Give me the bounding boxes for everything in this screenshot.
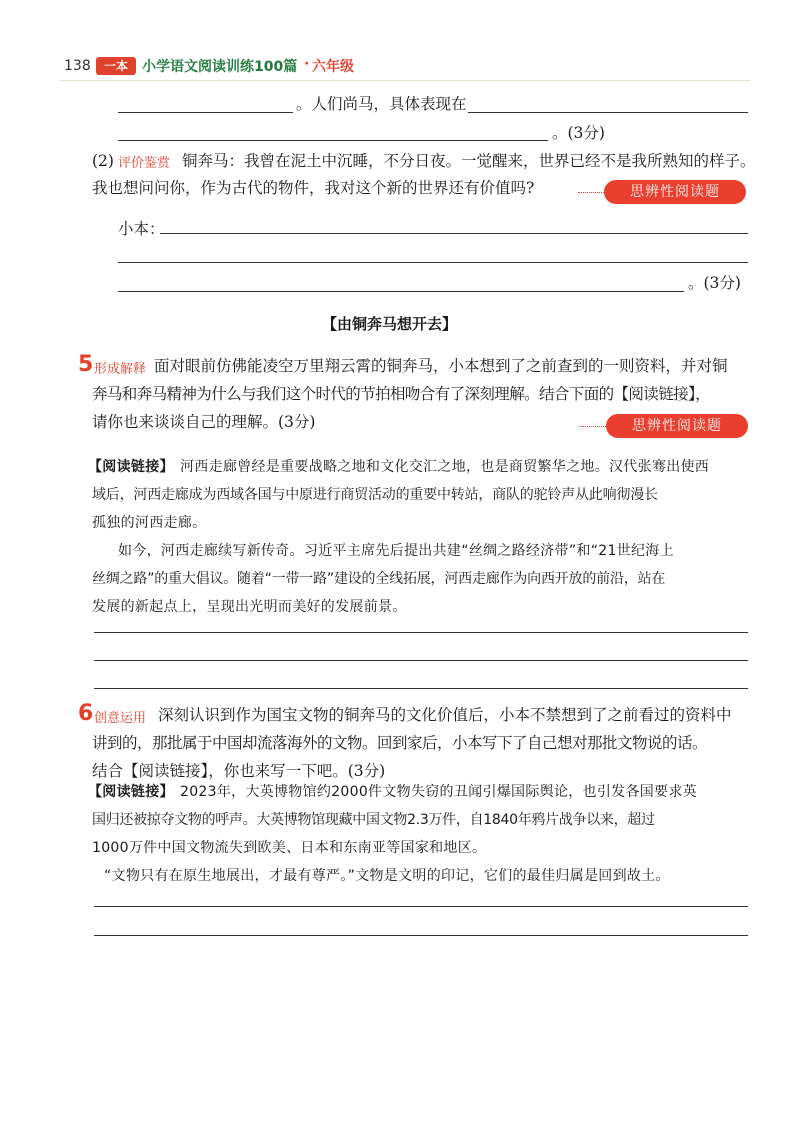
question-number: (2) bbox=[92, 152, 114, 170]
question-text: 讲到的，那批属于中国却流落海外的文物。回到家后，小本写下了自己想对那批文物说的话。 bbox=[92, 734, 708, 752]
reading-link-text: 孤独的河西走廊。 bbox=[92, 515, 207, 531]
answer-line[interactable] bbox=[118, 140, 548, 141]
score-text: 。(3分) bbox=[552, 124, 605, 142]
answer-line[interactable] bbox=[94, 632, 748, 633]
reading-link-text: 河西走廊曾经是重要战略之地和文化交汇之地，也是商贸繁华之地。汉代张骞出使西 bbox=[180, 459, 710, 475]
question-tag: 形成解释 bbox=[94, 362, 147, 377]
grade-label: 六年级 bbox=[312, 59, 354, 75]
prompt-text: 。人们尚马，具体表现在 bbox=[296, 95, 467, 113]
reading-link-text: 如今，河西走廊续写新传奇。习近平主席先后提出共建“丝绸之路经济带”和“21世纪海上 bbox=[118, 543, 674, 559]
question-text: 结合【阅读链接】，你也来写一下吧。(3分) bbox=[92, 762, 386, 780]
critical-reading-badge: 思辨性阅读题 bbox=[604, 180, 746, 204]
question-number: 5 bbox=[78, 352, 94, 377]
reading-link-label: 【阅读链接】 bbox=[88, 784, 174, 800]
header-divider bbox=[60, 80, 750, 81]
reading-link-text: 1000万件中国文物流失到欧美、日本和东南亚等国家和地区。 bbox=[92, 840, 487, 856]
reading-link-text: 2023年，大英博物馆约2000件文物失窃的丑闻引爆国际舆论，也引发各国要求英 bbox=[180, 784, 697, 800]
badge-connector bbox=[578, 192, 604, 193]
answer-line[interactable] bbox=[94, 688, 748, 689]
answer-line[interactable] bbox=[94, 906, 748, 907]
logo-badge: 一本 bbox=[96, 57, 136, 75]
answer-line[interactable] bbox=[118, 291, 684, 292]
answer-line[interactable] bbox=[94, 935, 748, 936]
reading-link-text: 发展的新起点上，呈现出光明而美好的发展前景。 bbox=[92, 599, 407, 615]
question-tag: 创意运用 bbox=[94, 711, 147, 726]
question-text: 深刻认识到作为国宝文物的铜奔马的文化价值后，小本不禁想到了之前看过的资料中 bbox=[158, 706, 732, 724]
question-text: 我也想问问你，作为古代的物件，我对这个新的世界还有价值吗? bbox=[92, 179, 535, 197]
score-text: 。(3分) bbox=[688, 274, 741, 292]
question-number: 6 bbox=[78, 701, 94, 726]
question-text: 请你也来谈谈自己的理解。(3分) bbox=[92, 413, 316, 431]
answer-line[interactable] bbox=[160, 233, 748, 234]
answer-line[interactable] bbox=[94, 660, 748, 661]
reading-link-label: 【阅读链接】 bbox=[88, 459, 174, 475]
book-title: 小学语文阅读训练100篇 bbox=[142, 59, 298, 75]
question-text: 铜奔马：我曾在泥土中沉睡，不分日夜。一觉醒来，世界已经不是我所熟知的样子。 bbox=[182, 152, 756, 170]
question-text: 面对眼前仿佛能凌空万里翔云霄的铜奔马，小本想到了之前查到的一则资料，并对铜 bbox=[154, 357, 728, 375]
title-separator: · bbox=[304, 56, 310, 72]
reading-link-text: 丝绸之路”的重大倡议。随着“一带一路”建设的全线拓展，河西走廊作为向西开放的前沿，站在 bbox=[92, 571, 666, 587]
reading-link-text: “文物只有在原生地展出，才最有尊严。”文物是文明的印记，它们的最佳归属是回到故土。 bbox=[104, 868, 670, 884]
answer-line[interactable] bbox=[118, 112, 293, 113]
answer-label: 小本： bbox=[118, 220, 165, 238]
reading-link-text: 国归还被掠夺文物的呼声。大英博物馆现藏中国文物2.3万件，自1840年鸦片战争以来，超过 bbox=[92, 812, 655, 828]
page-number: 138 bbox=[64, 58, 91, 74]
badge-connector bbox=[580, 426, 606, 427]
section-title: 【由铜奔马想开去】 bbox=[322, 315, 458, 333]
question-tag: 评价鉴赏 bbox=[118, 156, 171, 171]
question-text: 奔马和奔马精神为什么与我们这个时代的节拍相吻合有了深刻理解。结合下面的【阅读链接】， bbox=[92, 385, 711, 403]
answer-line[interactable] bbox=[468, 112, 748, 113]
answer-line[interactable] bbox=[118, 262, 748, 263]
reading-link-text: 域后，河西走廊成为西域各国与中原进行商贸活动的重要中转站，商队的驼铃声从此响彻漫长 bbox=[92, 487, 658, 503]
critical-reading-badge: 思辨性阅读题 bbox=[606, 414, 748, 438]
